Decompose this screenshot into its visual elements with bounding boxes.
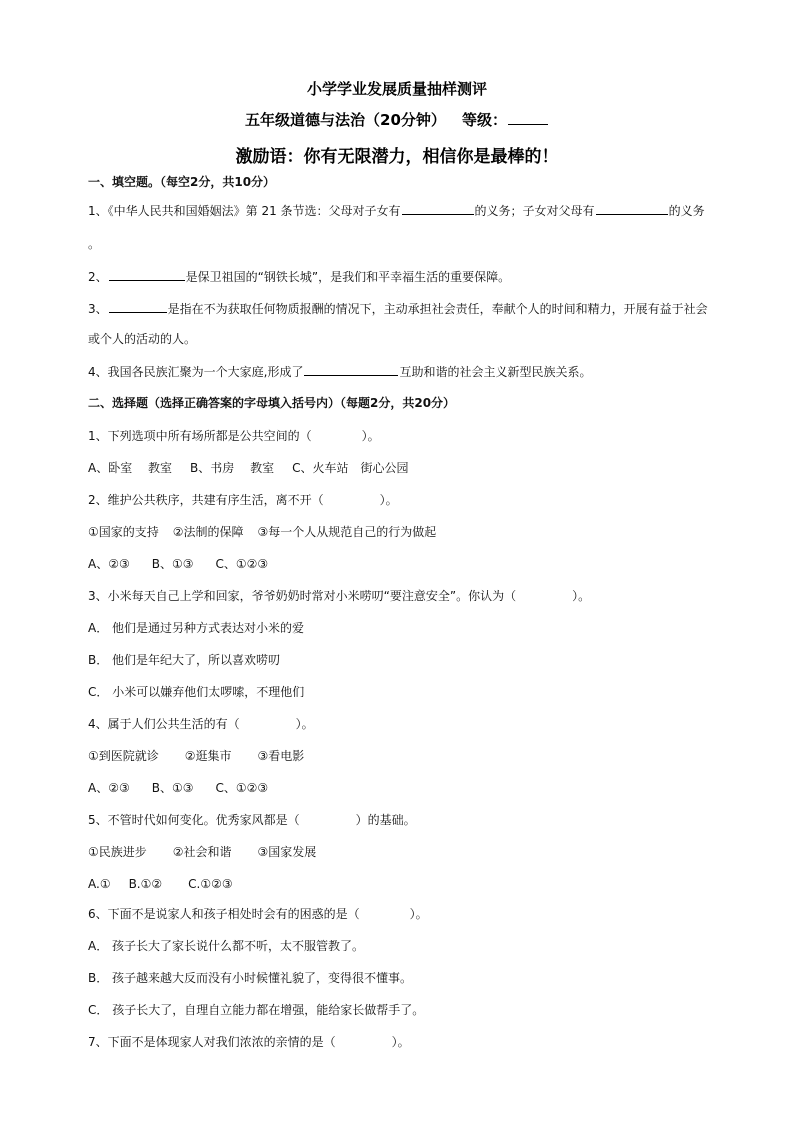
s1-q1-text-b: 的义务；子女对父母有 xyxy=(474,204,595,218)
s1-q1-blank-2 xyxy=(596,202,668,215)
s2-q5-stem-b: ）的基础。 xyxy=(355,813,416,827)
s2-q5-stem xyxy=(88,812,416,828)
s2-q2-item-2: ②法制的保障 xyxy=(172,525,244,539)
s2-q3-stem-a: 3、小米每天自己上学和回家，爷爷奶奶时常对小米唠叨“要注意安全”。你认为（ xyxy=(88,589,517,603)
s2-q2-items xyxy=(88,524,436,540)
s2-q1-options xyxy=(88,460,408,476)
exam-subtitle: 五年级道德与法治（20分钟） xyxy=(245,111,446,129)
s2-q4-options xyxy=(88,780,268,796)
s2-q4-stem xyxy=(88,716,314,732)
s1-q1 xyxy=(88,202,705,219)
s2-q1-option-a: A、卧室 教室 xyxy=(88,461,173,475)
s2-q4-option-b: B、①③ xyxy=(151,781,194,795)
s2-q3-option-b: B． 他们是年纪大了，所以喜欢唠叨 xyxy=(88,653,281,667)
s1-q1-end: 。 xyxy=(88,237,101,251)
s1-q1-text-a: 1、《中华人民共和国婚姻法》第 21 条节选：父母对子女有 xyxy=(88,204,401,218)
s1-q4-text-a: 4、我国各民族汇聚为一个大家庭,形成了 xyxy=(88,365,304,379)
s2-q6-stem-a: 6、下面不是说家人和孩子相处时会有的困惑的是（ xyxy=(88,907,360,921)
s2-q5-item-3: ③国家发展 xyxy=(257,845,317,859)
s2-q2-item-3: ③每一个人从规范自己的行为做起 xyxy=(257,525,437,539)
s2-q1-option-b: B、书房 教室 xyxy=(190,461,275,475)
s2-q7-stem xyxy=(88,1034,410,1050)
section2-heading: 二、选择题（选择正确答案的字母填入括号内）（每题2分，共20分） xyxy=(88,396,456,410)
s2-q5-options xyxy=(88,876,233,892)
s2-q5-option-c: C.①②③ xyxy=(188,877,233,891)
s2-q7-stem-a: 7、下面不是体现家人对我们浓浓的亲情的是（ xyxy=(88,1035,336,1049)
s2-q4-option-a: A、②③ xyxy=(88,781,130,795)
s2-q3-option-c: C． 小米可以嫌弃他们太啰嗦，不理他们 xyxy=(88,685,305,699)
s2-q4-stem-b: ）。 xyxy=(295,717,314,731)
s1-q3-text-a: 3、 xyxy=(88,302,108,316)
s1-q2 xyxy=(88,268,510,285)
s2-q5-item-1: ①民族进步 xyxy=(88,845,147,859)
grade-blank xyxy=(508,109,548,125)
s2-q3-stem xyxy=(88,588,590,604)
s2-q2-options xyxy=(88,556,268,572)
s1-q2-blank xyxy=(109,268,185,281)
s2-q5-item-2: ②社会和谐 xyxy=(172,845,232,859)
s2-q6-option-c: C． 孩子长大了，自理自立能力都在增强，能给家长做帮手了。 xyxy=(88,1003,425,1017)
grade-label: 等级： xyxy=(461,111,507,129)
s1-q4-blank xyxy=(304,363,398,376)
s1-q1-text-c: 的义务 xyxy=(668,204,705,218)
s2-q5-option-a: A.① xyxy=(88,877,111,891)
s2-q2-stem-b: ）。 xyxy=(379,493,398,507)
s2-q3-stem-b: ）。 xyxy=(572,589,591,603)
s1-q1-blank-1 xyxy=(402,202,474,215)
s2-q4-items xyxy=(88,748,304,764)
s1-q2-text-a: 2、 xyxy=(88,270,108,284)
s2-q6-stem xyxy=(88,906,428,922)
s2-q7-stem-b: ）。 xyxy=(391,1035,410,1049)
s2-q2-stem xyxy=(88,492,398,508)
s2-q4-option-c: C、①②③ xyxy=(215,781,269,795)
exam-subtitle-row xyxy=(0,109,794,130)
s1-q3-blank xyxy=(109,300,167,313)
s2-q4-item-2: ②逛集市 xyxy=(184,749,232,763)
s1-q4-text-b: 互助和谐的社会主义新型民族关系。 xyxy=(399,365,592,379)
s1-q3 xyxy=(88,300,708,317)
s2-q5-items xyxy=(88,844,316,860)
motto: 激励语：你有无限潜力，相信你是最棒的！ xyxy=(235,147,559,167)
s2-q4-item-3: ③看电影 xyxy=(257,749,305,763)
s2-q5-stem-a: 5、不管时代如何变化。优秀家风都是（ xyxy=(88,813,300,827)
s2-q1-stem-b: ）。 xyxy=(361,429,380,443)
s2-q5-option-b: B.①② xyxy=(128,877,163,891)
s2-q2-option-b: B、①③ xyxy=(151,557,194,571)
s2-q2-stem-a: 2、维护公共秩序，共建有序生活，离不开（ xyxy=(88,493,324,507)
s1-q3-cont: 或个人的活动的人。 xyxy=(88,332,197,346)
s1-q3-text-b: 是指在不为获取任何物质报酬的情况下，主动承担社会责任，奉献个人的时间和精力，开展有益于社会 xyxy=(167,302,708,316)
s2-q6-option-b: B． 孩子越来越大反而没有小时候懂礼貌了，变得很不懂事。 xyxy=(88,971,413,985)
s2-q1-option-c: C、火车站 街心公园 xyxy=(292,461,409,475)
s1-q2-text-b: 是保卫祖国的“钢铁长城”，是我们和平幸福生活的重要保障。 xyxy=(185,270,511,284)
s1-q4 xyxy=(88,363,591,380)
s2-q6-stem-b: ）。 xyxy=(409,907,428,921)
s2-q1-stem-a: 1、下列选项中所有场所都是公共空间的（ xyxy=(88,429,312,443)
s2-q2-option-c: C、①②③ xyxy=(215,557,269,571)
s2-q1-stem xyxy=(88,428,380,444)
section1-heading: 一、填空题。（每空2分，共10分） xyxy=(88,175,276,189)
s2-q2-option-a: A、②③ xyxy=(88,557,130,571)
s2-q4-item-1: ①到医院就诊 xyxy=(88,749,159,763)
s2-q2-item-1: ①国家的支持 xyxy=(88,525,159,539)
exam-title: 小学学业发展质量抽样测评 xyxy=(306,80,487,98)
s2-q4-stem-a: 4、属于人们公共生活的有（ xyxy=(88,717,240,731)
s2-q6-option-a: A． 孩子长大了家长说什么都不听，太不服管教了。 xyxy=(88,939,365,953)
s2-q3-option-a: A． 他们是通过另种方式表达对小米的爱 xyxy=(88,621,305,635)
